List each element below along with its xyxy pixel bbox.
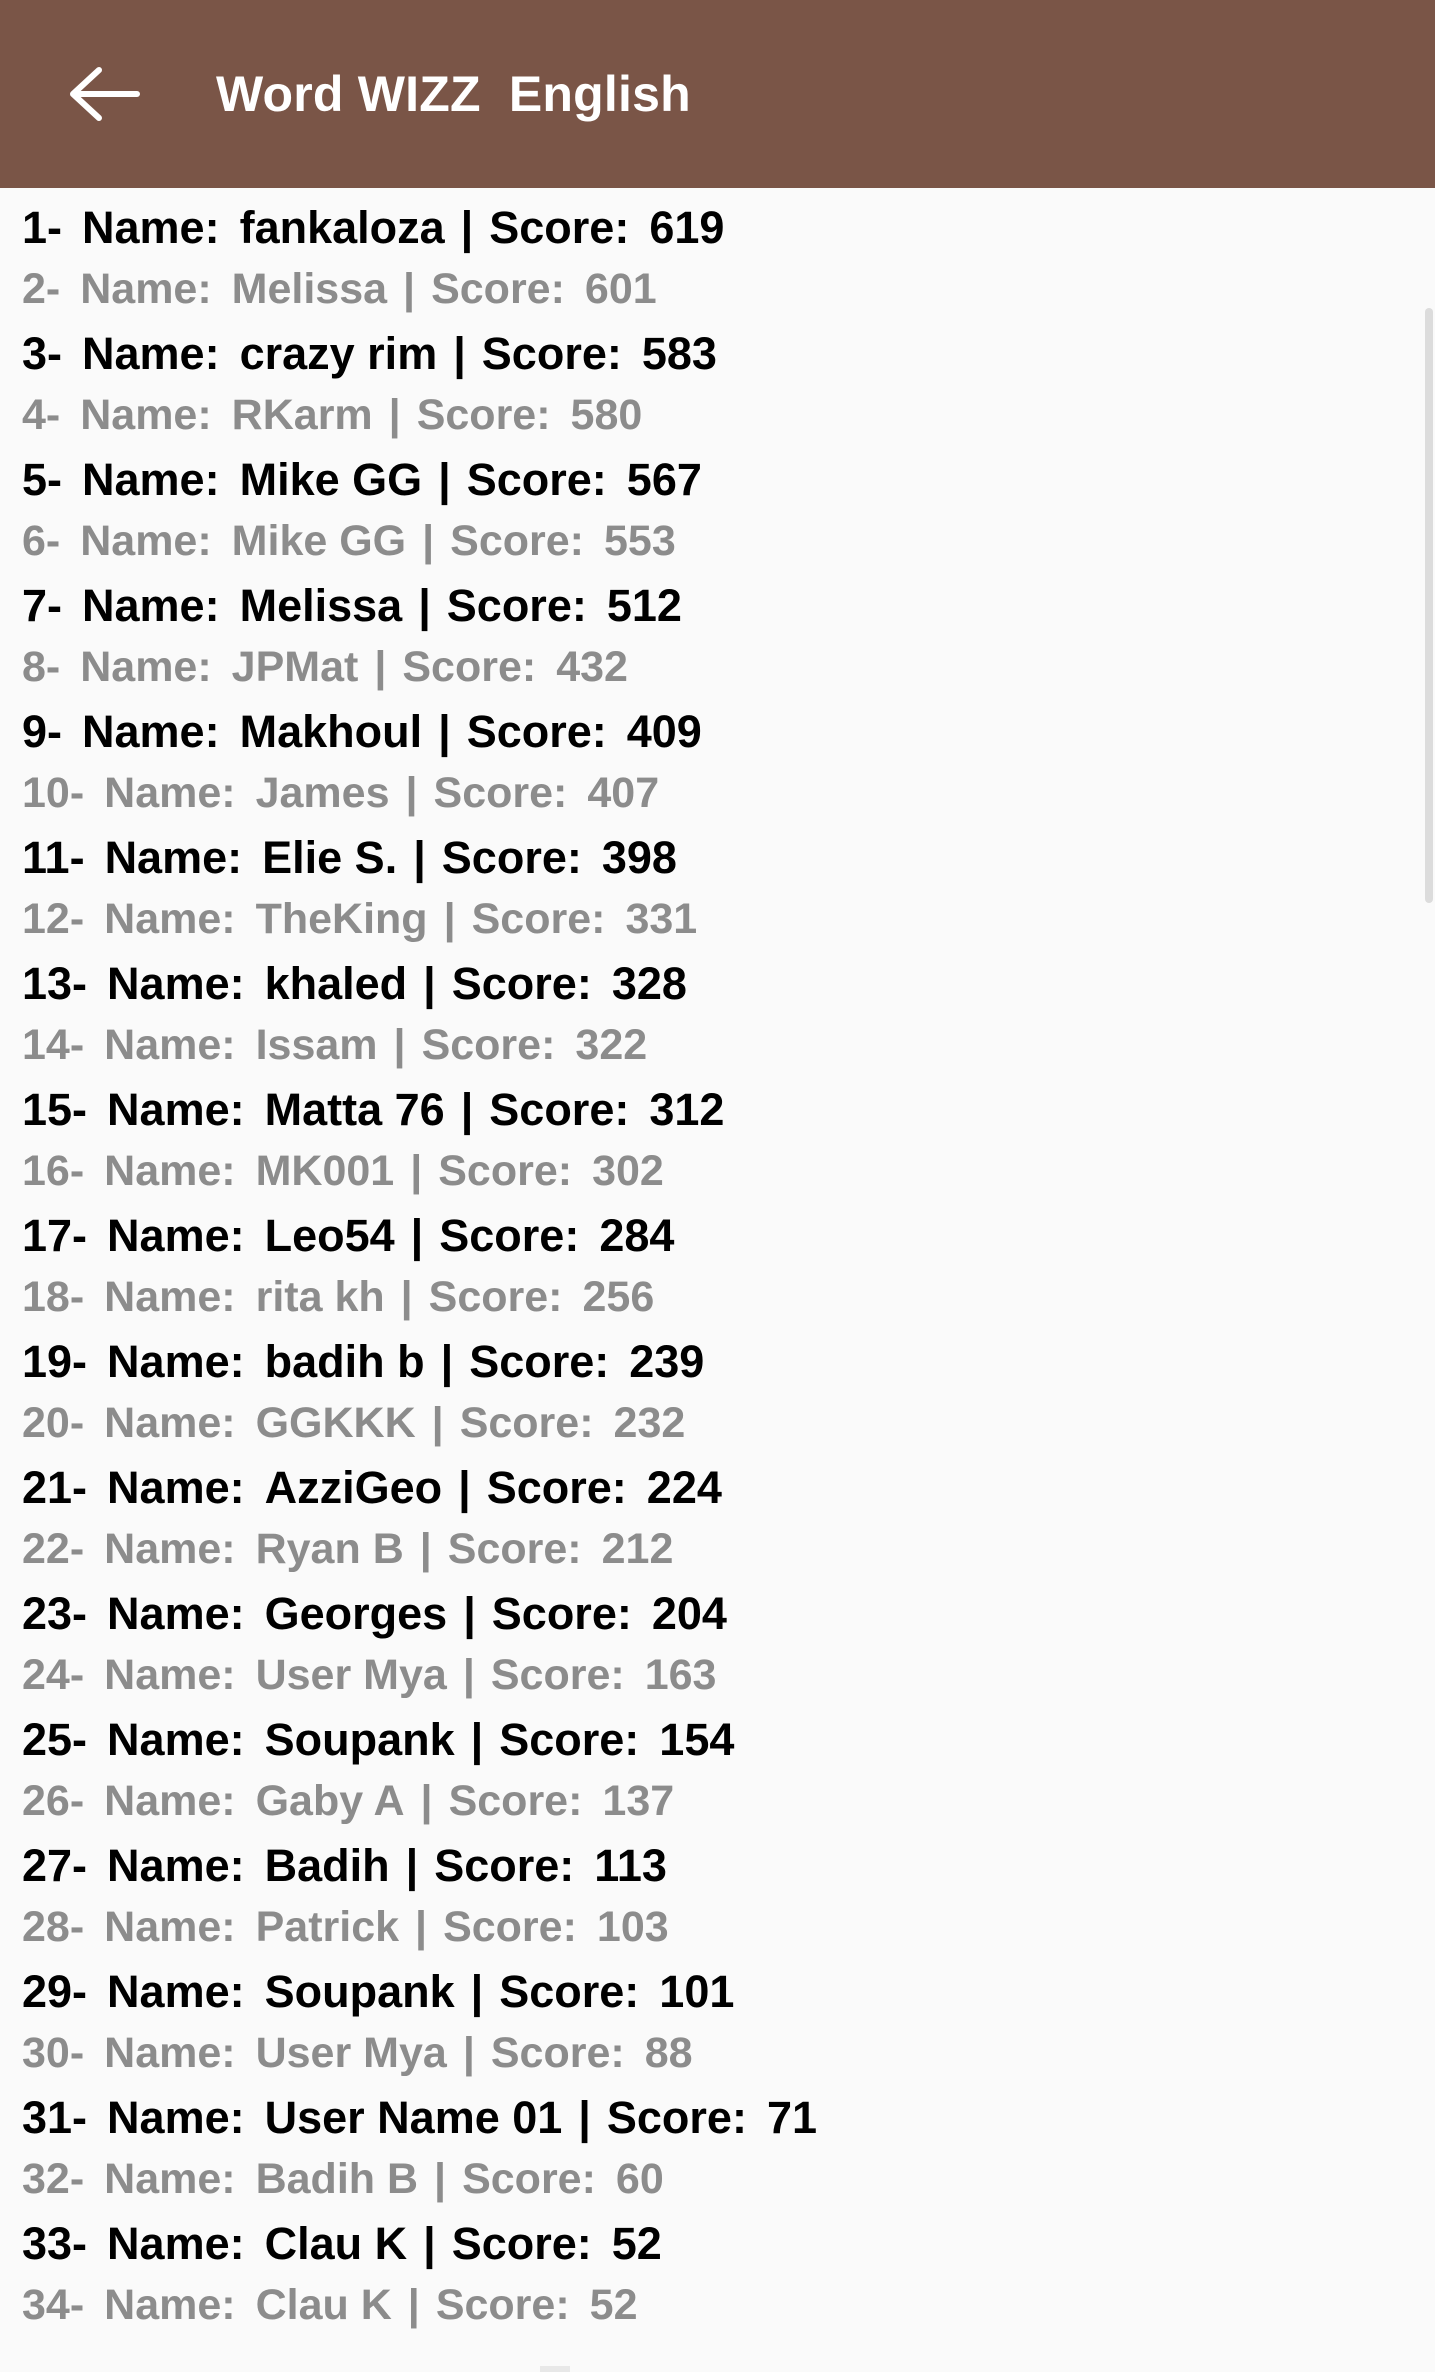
row-separator: | — [463, 1588, 476, 1639]
back-button[interactable] — [60, 51, 146, 137]
row-separator: | — [388, 391, 401, 439]
player-score: 322 — [575, 1021, 648, 1069]
player-score: 113 — [594, 1840, 667, 1891]
player-score: 224 — [646, 1462, 722, 1513]
score-label: Score: — [486, 1462, 627, 1513]
name-label: Name: — [80, 643, 212, 691]
scroll-indicator-bottom — [540, 2366, 570, 2372]
row-rank: 31- — [22, 2092, 88, 2143]
row-separator: | — [460, 1084, 474, 1135]
table-row[interactable] — [0, 1525, 1435, 1588]
row-rank: 30- — [22, 2029, 85, 2077]
player-name: User Mya — [255, 2029, 447, 2077]
table-row[interactable] — [0, 1651, 1435, 1714]
table-row[interactable] — [0, 580, 1435, 643]
player-name: Leo54 — [264, 1210, 395, 1261]
player-score: 580 — [570, 391, 643, 439]
row-separator: | — [460, 202, 474, 253]
table-row[interactable] — [0, 391, 1435, 454]
player-name: Melissa — [239, 580, 403, 631]
score-label: Score: — [441, 832, 582, 883]
table-row[interactable] — [0, 2029, 1435, 2092]
name-label: Name: — [82, 454, 220, 505]
name-label: Name: — [104, 2155, 236, 2203]
table-row[interactable] — [0, 832, 1435, 895]
name-label: Name: — [107, 1588, 245, 1639]
player-score: 407 — [587, 769, 660, 817]
player-score: 583 — [641, 328, 717, 379]
score-label: Score: — [491, 1588, 632, 1639]
score-label: Score: — [450, 517, 584, 565]
row-separator: | — [418, 580, 431, 631]
score-label: Score: — [489, 202, 630, 253]
scrollbar-thumb[interactable] — [1425, 308, 1433, 903]
player-name: Matta 76 — [264, 1084, 445, 1135]
name-label: Name: — [107, 1084, 245, 1135]
player-score: 232 — [613, 1399, 686, 1447]
row-rank: 28- — [22, 1903, 85, 1951]
player-name: Melissa — [231, 265, 388, 313]
score-label: Score: — [435, 2281, 570, 2329]
score-label: Score: — [451, 2218, 592, 2269]
player-score: 284 — [599, 1210, 675, 1261]
table-row[interactable] — [0, 454, 1435, 517]
table-row[interactable] — [0, 1084, 1435, 1147]
name-label: Name: — [107, 1966, 245, 2017]
score-label: Score: — [499, 1966, 640, 2017]
table-row[interactable] — [0, 517, 1435, 580]
row-rank: 23- — [22, 1588, 88, 1639]
player-name: MK001 — [255, 1147, 395, 1195]
name-label: Name: — [82, 580, 220, 631]
player-score: 103 — [596, 1903, 669, 1951]
player-score: 154 — [659, 1714, 735, 1765]
name-label: Name: — [107, 2218, 245, 2269]
name-label: Name: — [107, 958, 245, 1009]
player-name: badih b — [264, 1336, 425, 1387]
app-bar — [0, 0, 1435, 188]
row-separator: | — [410, 1147, 423, 1195]
player-name: AzziGeo — [264, 1462, 443, 1513]
player-score: 398 — [601, 832, 677, 883]
row-rank: 8- — [22, 643, 61, 691]
table-row[interactable] — [0, 1588, 1435, 1651]
row-separator: | — [453, 328, 466, 379]
row-rank: 14- — [22, 1021, 85, 1069]
score-label: Score: — [434, 1840, 575, 1891]
player-name: Elie S. — [262, 832, 398, 883]
name-label: Name: — [107, 1714, 245, 1765]
player-score: 331 — [625, 895, 698, 943]
score-label: Score: — [466, 706, 607, 757]
table-row[interactable] — [0, 769, 1435, 832]
table-row[interactable] — [0, 2092, 1435, 2155]
row-separator: | — [400, 1273, 413, 1321]
row-rank: 16- — [22, 1147, 85, 1195]
player-name: RKarm — [231, 391, 373, 439]
row-separator: | — [434, 2155, 447, 2203]
row-rank: 17- — [22, 1210, 88, 1261]
name-label: Name: — [104, 1651, 236, 1699]
table-row[interactable] — [0, 1777, 1435, 1840]
row-separator: | — [410, 1210, 424, 1261]
player-name: User Name 01 — [264, 2092, 563, 2143]
player-name: Clau K — [264, 2218, 408, 2269]
player-name: GGKKK — [255, 1399, 416, 1447]
row-rank: 3- — [22, 328, 63, 379]
table-row[interactable] — [0, 1273, 1435, 1336]
player-score: 619 — [649, 202, 725, 253]
row-rank: 7- — [22, 580, 63, 631]
score-label: Score: — [421, 1021, 556, 1069]
player-name: rita kh — [255, 1273, 385, 1321]
name-label: Name: — [107, 1462, 245, 1513]
row-separator: | — [415, 1903, 428, 1951]
player-name: Makhoul — [239, 706, 423, 757]
player-score: 302 — [592, 1147, 664, 1195]
name-label: Name: — [104, 1021, 236, 1069]
table-row[interactable] — [0, 1462, 1435, 1525]
player-score: 101 — [659, 1966, 735, 2017]
player-name: Mike GG — [231, 517, 407, 565]
row-rank: 21- — [22, 1462, 88, 1513]
score-label: Score: — [433, 769, 568, 817]
score-label: Score: — [490, 2029, 625, 2077]
table-row[interactable] — [0, 2218, 1435, 2281]
player-score: 601 — [584, 265, 657, 313]
row-rank: 26- — [22, 1777, 85, 1825]
name-label: Name: — [80, 391, 212, 439]
player-name: Clau K — [255, 2281, 392, 2329]
row-separator: | — [438, 454, 451, 505]
score-label: Score: — [448, 1777, 583, 1825]
row-rank: 34- — [22, 2281, 85, 2329]
table-row[interactable] — [0, 895, 1435, 958]
score-label: Score: — [459, 1399, 594, 1447]
row-separator: | — [578, 2092, 591, 2143]
row-rank: 27- — [22, 1840, 88, 1891]
name-label: Name: — [107, 1840, 245, 1891]
row-rank: 11- — [22, 832, 85, 883]
player-name: James — [255, 769, 390, 817]
name-label: Name: — [82, 706, 220, 757]
table-row[interactable] — [0, 2281, 1435, 2344]
name-label: Name: — [104, 1147, 236, 1195]
score-label: Score: — [428, 1273, 563, 1321]
table-row[interactable] — [0, 1336, 1435, 1399]
name-label: Name: — [104, 1273, 236, 1321]
player-name: Gaby A — [255, 1777, 405, 1825]
row-separator: | — [431, 1399, 444, 1447]
row-rank: 13- — [22, 958, 88, 1009]
row-separator: | — [374, 643, 387, 691]
name-label: Name: — [107, 1336, 245, 1387]
name-label: Name: — [107, 1210, 245, 1261]
table-row[interactable] — [0, 1399, 1435, 1462]
row-separator: | — [423, 2218, 436, 2269]
name-label: Name: — [104, 1525, 236, 1573]
row-separator: | — [440, 1336, 454, 1387]
table-row[interactable] — [0, 265, 1435, 328]
row-rank: 18- — [22, 1273, 85, 1321]
player-score: 52 — [589, 2281, 638, 2329]
player-score: 256 — [582, 1273, 655, 1321]
table-row[interactable] — [0, 1840, 1435, 1903]
player-score: 432 — [556, 643, 628, 691]
player-score: 567 — [626, 454, 702, 505]
player-score: 71 — [766, 2092, 818, 2143]
row-rank: 5- — [22, 454, 63, 505]
player-name: Badih — [264, 1840, 390, 1891]
row-separator: | — [458, 1462, 471, 1513]
player-score: 239 — [629, 1336, 705, 1387]
score-label: Score: — [466, 454, 607, 505]
player-name: Badih B — [255, 2155, 419, 2203]
score-label: Score: — [481, 328, 622, 379]
row-rank: 32- — [22, 2155, 85, 2203]
row-rank: 9- — [22, 706, 63, 757]
table-row[interactable] — [0, 328, 1435, 391]
table-row[interactable] — [0, 706, 1435, 769]
name-label: Name: — [104, 1399, 236, 1447]
row-rank: 15- — [22, 1084, 88, 1135]
player-score: 312 — [649, 1084, 725, 1135]
table-row[interactable] — [0, 1714, 1435, 1777]
name-label: Name: — [104, 769, 236, 817]
table-row[interactable] — [0, 1021, 1435, 1084]
row-separator: | — [462, 1651, 475, 1699]
player-score: 60 — [615, 2155, 664, 2203]
row-separator: | — [470, 1714, 484, 1765]
row-separator: | — [403, 265, 416, 313]
score-label: Score: — [438, 1147, 573, 1195]
player-score: 409 — [626, 706, 702, 757]
score-label: Score: — [431, 265, 565, 313]
row-rank: 24- — [22, 1651, 85, 1699]
name-label: Name: — [104, 895, 236, 943]
score-label: Score: — [469, 1336, 610, 1387]
player-name: Mike GG — [239, 454, 423, 505]
player-score: 204 — [651, 1588, 727, 1639]
player-score: 512 — [606, 580, 682, 631]
table-row[interactable] — [0, 1966, 1435, 2029]
row-rank: 2- — [22, 265, 61, 313]
player-score: 553 — [603, 517, 676, 565]
player-name: fankaloza — [239, 202, 445, 253]
score-label: Score: — [416, 391, 551, 439]
name-label: Name: — [80, 517, 212, 565]
leaderboard-list[interactable] — [0, 188, 1435, 2372]
player-score: 137 — [602, 1777, 675, 1825]
row-separator: | — [438, 706, 451, 757]
row-rank: 12- — [22, 895, 85, 943]
name-label: Name: — [82, 328, 220, 379]
player-score: 212 — [601, 1525, 674, 1573]
row-rank: 6- — [22, 517, 61, 565]
row-separator: | — [419, 1525, 432, 1573]
player-name: crazy rim — [239, 328, 438, 379]
player-name: JPMat — [231, 643, 359, 691]
row-rank: 1- — [22, 202, 63, 253]
row-rank: 10- — [22, 769, 85, 817]
row-separator: | — [462, 2029, 475, 2077]
player-name: TheKing — [255, 895, 428, 943]
row-separator: | — [405, 1840, 419, 1891]
player-name: Ryan B — [255, 1525, 404, 1573]
row-separator: | — [393, 1021, 406, 1069]
row-rank: 22- — [22, 1525, 85, 1573]
player-name: Issam — [255, 1021, 378, 1069]
player-name: User Mya — [255, 1651, 447, 1699]
player-score: 328 — [611, 958, 687, 1009]
page-title: Word WIZZ English — [216, 66, 691, 122]
row-rank: 19- — [22, 1336, 88, 1387]
row-rank: 33- — [22, 2218, 88, 2269]
player-name: Soupank — [264, 1966, 455, 2017]
name-label: Name: — [104, 832, 243, 883]
score-label: Score: — [447, 1525, 582, 1573]
name-label: Name: — [104, 2281, 236, 2329]
player-score: 163 — [644, 1651, 717, 1699]
player-name: Georges — [264, 1588, 448, 1639]
table-row[interactable] — [0, 1147, 1435, 1210]
player-name: khaled — [264, 958, 408, 1009]
row-rank: 4- — [22, 391, 61, 439]
row-rank: 29- — [22, 1966, 88, 2017]
row-separator: | — [407, 2281, 420, 2329]
row-separator: | — [470, 1966, 484, 2017]
score-label: Score: — [443, 1903, 577, 1951]
score-label: Score: — [446, 580, 587, 631]
score-label: Score: — [451, 958, 592, 1009]
row-separator: | — [422, 517, 435, 565]
score-label: Score: — [489, 1084, 630, 1135]
row-separator: | — [443, 895, 456, 943]
score-label: Score: — [499, 1714, 640, 1765]
name-label: Name: — [107, 2092, 245, 2143]
score-label: Score: — [606, 2092, 747, 2143]
row-separator: | — [420, 1777, 433, 1825]
score-label: Score: — [471, 895, 606, 943]
table-row[interactable] — [0, 643, 1435, 706]
row-rank: 25- — [22, 1714, 88, 1765]
row-separator: | — [405, 769, 418, 817]
arrow-left-icon — [65, 64, 141, 124]
score-label: Score: — [462, 2155, 596, 2203]
player-name: Patrick — [255, 1903, 400, 1951]
name-label: Name: — [80, 265, 212, 313]
table-row[interactable] — [0, 958, 1435, 1021]
score-label: Score: — [490, 1651, 625, 1699]
row-separator: | — [423, 958, 436, 1009]
score-label: Score: — [402, 643, 537, 691]
table-row[interactable] — [0, 1903, 1435, 1966]
name-label: Name: — [104, 1777, 236, 1825]
name-label: Name: — [104, 2029, 236, 2077]
row-separator: | — [413, 832, 426, 883]
table-row[interactable] — [0, 2155, 1435, 2218]
score-label: Score: — [439, 1210, 580, 1261]
table-row[interactable] — [0, 202, 1435, 265]
player-score: 52 — [611, 2218, 662, 2269]
name-label: Name: — [82, 202, 220, 253]
table-row[interactable] — [0, 1210, 1435, 1273]
row-rank: 20- — [22, 1399, 85, 1447]
player-name: Soupank — [264, 1714, 455, 1765]
player-score: 88 — [644, 2029, 693, 2077]
name-label: Name: — [104, 1903, 236, 1951]
